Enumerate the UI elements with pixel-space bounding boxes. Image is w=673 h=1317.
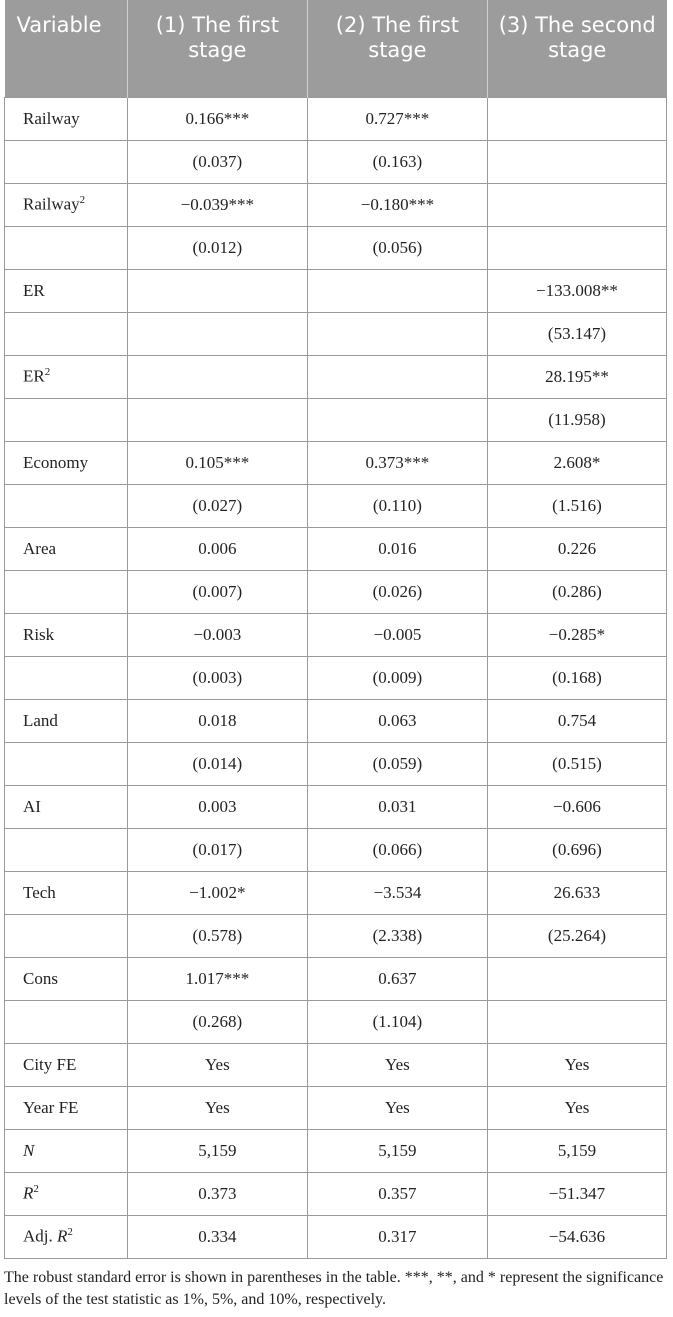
cell-c1: −0.039*** (127, 183, 307, 226)
cell-c2: (0.110) (307, 484, 487, 527)
table-row (5, 1043, 667, 1086)
cell-c2: (1.104) (307, 1000, 487, 1043)
cell-c3: Yes (487, 1043, 666, 1086)
cell-c3: −51.347 (487, 1172, 666, 1215)
row-label: $R^2$ (5, 1172, 128, 1215)
cell-c2 (307, 312, 487, 355)
cell-c1 (127, 398, 307, 441)
cell-c2: (0.056) (307, 226, 487, 269)
row-label (5, 742, 128, 785)
table-row (5, 312, 667, 355)
cell-c1 (127, 312, 307, 355)
table-row (5, 871, 667, 914)
table-row (5, 140, 667, 183)
cell-c1: 0.334 (127, 1215, 307, 1258)
cell-c1: −0.003 (127, 613, 307, 656)
cell-c2: 0.317 (307, 1215, 487, 1258)
row-label (5, 226, 128, 269)
table-row (5, 183, 667, 226)
cell-c2: 5,159 (307, 1129, 487, 1172)
table-row (5, 699, 667, 742)
table-row (5, 484, 667, 527)
header-col3: (3) The second stage (487, 0, 666, 97)
table-row (5, 914, 667, 957)
header-col2: (2) The first stage (307, 0, 487, 97)
cell-c2: Yes (307, 1043, 487, 1086)
cell-c3: (0.168) (487, 656, 666, 699)
table-row (5, 570, 667, 613)
cell-c1: (0.037) (127, 140, 307, 183)
cell-c3: (0.515) (487, 742, 666, 785)
row-label: Risk (5, 613, 128, 656)
cell-c1: Yes (127, 1043, 307, 1086)
row-label (5, 570, 128, 613)
cell-c1 (127, 355, 307, 398)
cell-c1: Yes (127, 1086, 307, 1129)
row-label (5, 914, 128, 957)
cell-c3: (1.516) (487, 484, 666, 527)
cell-c2 (307, 355, 487, 398)
table-row (5, 742, 667, 785)
row-label: Land (5, 699, 128, 742)
row-label (5, 398, 128, 441)
cell-c1: (0.012) (127, 226, 307, 269)
cell-c1: (0.268) (127, 1000, 307, 1043)
cell-c2: (0.163) (307, 140, 487, 183)
cell-c1: 0.006 (127, 527, 307, 570)
cell-c3: 5,159 (487, 1129, 666, 1172)
table-body (5, 97, 667, 1258)
cell-c3: (25.264) (487, 914, 666, 957)
cell-c1: −1.002* (127, 871, 307, 914)
cell-c1: 1.017*** (127, 957, 307, 1000)
cell-c2 (307, 398, 487, 441)
cell-c2: −3.534 (307, 871, 487, 914)
cell-c1: (0.027) (127, 484, 307, 527)
table-row (5, 828, 667, 871)
cell-c3 (487, 957, 666, 1000)
table-row (5, 1086, 667, 1129)
row-label: Area (5, 527, 128, 570)
table-row (5, 957, 667, 1000)
regression-table-container (4, 0, 667, 1259)
cell-c2 (307, 269, 487, 312)
row-label: Adj. $R^2$ (5, 1215, 128, 1258)
table-row (5, 1000, 667, 1043)
table-row (5, 613, 667, 656)
table-header (5, 0, 667, 97)
cell-c3: −133.008** (487, 269, 666, 312)
cell-c3 (487, 183, 666, 226)
header-col1: (1) The first stage (127, 0, 307, 97)
cell-c3: (0.286) (487, 570, 666, 613)
cell-c3: 2.608* (487, 441, 666, 484)
cell-c1: (0.017) (127, 828, 307, 871)
table-footnote: The robust standard error is shown in parentheses in the table. ***, **, and * represent the significance levels of the test statistic as 1%, 5%, and 10%, respectively. (4, 1269, 664, 1308)
cell-c3: (0.696) (487, 828, 666, 871)
cell-c3: −54.636 (487, 1215, 666, 1258)
table-row (5, 1129, 667, 1172)
row-label: Railway (5, 97, 128, 140)
cell-c1: 5,159 (127, 1129, 307, 1172)
cell-c1 (127, 269, 307, 312)
cell-c3: 28.195** (487, 355, 666, 398)
row-label: N (5, 1129, 128, 1172)
table-row (5, 441, 667, 484)
cell-c3 (487, 226, 666, 269)
cell-c3 (487, 97, 666, 140)
cell-c2: (0.009) (307, 656, 487, 699)
cell-c2: (0.066) (307, 828, 487, 871)
table-row (5, 97, 667, 140)
table-row (5, 1172, 667, 1215)
cell-c2: 0.357 (307, 1172, 487, 1215)
cell-c2: Yes (307, 1086, 487, 1129)
table-row (5, 269, 667, 312)
cell-c3: (11.958) (487, 398, 666, 441)
row-label (5, 656, 128, 699)
row-label: AI (5, 785, 128, 828)
row-label (5, 828, 128, 871)
row-label: Economy (5, 441, 128, 484)
row-label: Tech (5, 871, 128, 914)
table-row (5, 355, 667, 398)
row-label: ER (5, 269, 128, 312)
row-label (5, 312, 128, 355)
cell-c1: 0.018 (127, 699, 307, 742)
table-row (5, 226, 667, 269)
table-row (5, 398, 667, 441)
cell-c2: (2.338) (307, 914, 487, 957)
cell-c1: (0.007) (127, 570, 307, 613)
row-label (5, 140, 128, 183)
cell-c2: (0.026) (307, 570, 487, 613)
cell-c2: −0.180*** (307, 183, 487, 226)
cell-c1: 0.166*** (127, 97, 307, 140)
cell-c3: 0.226 (487, 527, 666, 570)
cell-c3 (487, 1000, 666, 1043)
cell-c1: 0.105*** (127, 441, 307, 484)
cell-c3: (53.147) (487, 312, 666, 355)
cell-c1: (0.003) (127, 656, 307, 699)
row-label: $ER^2$ (5, 355, 128, 398)
cell-c2: 0.031 (307, 785, 487, 828)
cell-c3: 26.633 (487, 871, 666, 914)
cell-c2: 0.063 (307, 699, 487, 742)
cell-c2: 0.727*** (307, 97, 487, 140)
row-label: Railway$^2$ (5, 183, 128, 226)
row-label: Cons (5, 957, 128, 1000)
cell-c2: 0.373*** (307, 441, 487, 484)
cell-c3: −0.285* (487, 613, 666, 656)
cell-c1: (0.578) (127, 914, 307, 957)
table-row (5, 1215, 667, 1258)
table-row (5, 656, 667, 699)
cell-c2: (0.059) (307, 742, 487, 785)
cell-c2: −0.005 (307, 613, 487, 656)
table-row (5, 785, 667, 828)
cell-c3: Yes (487, 1086, 666, 1129)
cell-c1: 0.373 (127, 1172, 307, 1215)
cell-c3: −0.606 (487, 785, 666, 828)
cell-c2: 0.016 (307, 527, 487, 570)
cell-c3: 0.754 (487, 699, 666, 742)
row-label: Year FE (5, 1086, 128, 1129)
row-label: City FE (5, 1043, 128, 1086)
cell-c1: (0.014) (127, 742, 307, 785)
header-variable: Variable (5, 0, 128, 97)
table-row (5, 527, 667, 570)
cell-c3 (487, 140, 666, 183)
regression-table (4, 0, 667, 1259)
row-label (5, 1000, 128, 1043)
cell-c1: 0.003 (127, 785, 307, 828)
cell-c2: 0.637 (307, 957, 487, 1000)
row-label (5, 484, 128, 527)
